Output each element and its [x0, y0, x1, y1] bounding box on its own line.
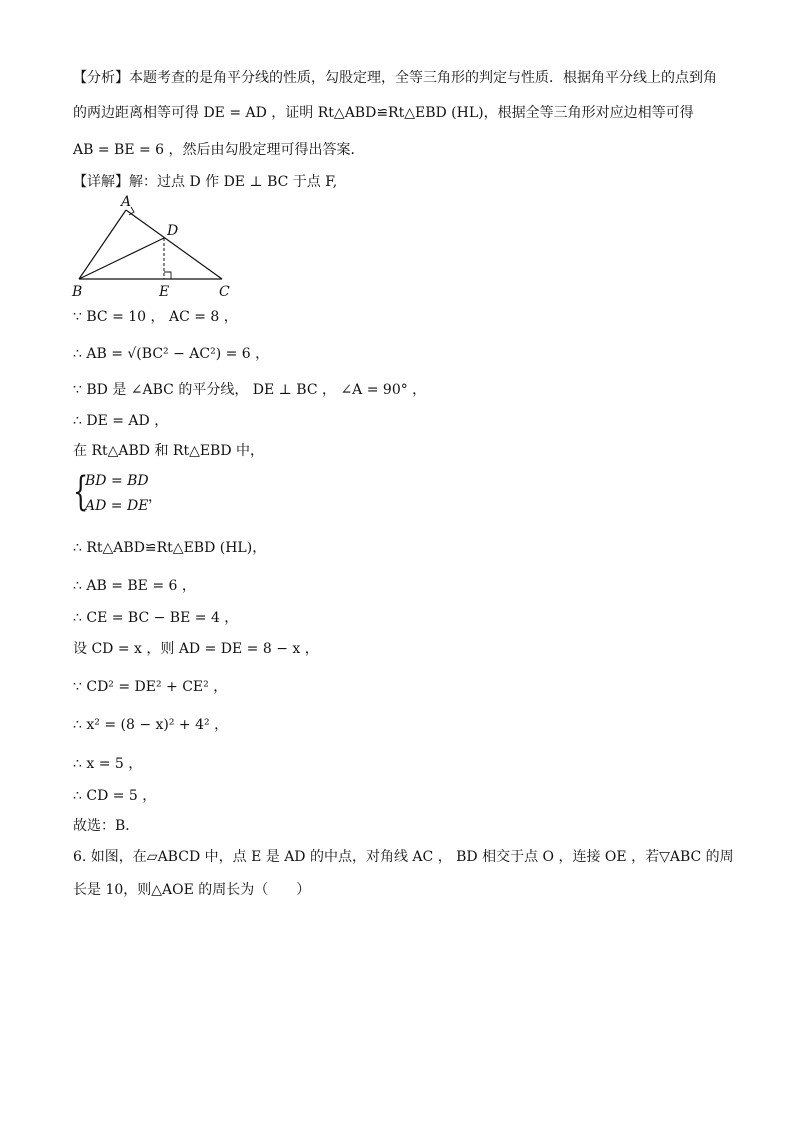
segment-ab: [79, 210, 126, 279]
step-9: 设 CD = x ，则 AD = DE = 8 − x ，: [73, 641, 319, 657]
step-4: ∴ DE = AD ，: [73, 413, 169, 429]
step-3: ∵ BD 是 ∠ABC 的平分线， DE ⊥ BC ， ∠A = 90° ，: [73, 382, 427, 398]
brace-symbol: {: [73, 469, 89, 515]
step-8: ∴ CE = BC − BE = 4 ，: [73, 610, 239, 626]
label-b: B: [72, 284, 83, 300]
right-angle-e: [164, 272, 171, 279]
triangle-figure: [70, 192, 240, 304]
step-1: ∵ BC = 10 ， AC = 8 ，: [73, 309, 238, 325]
analysis-line-3: AB = BE = 6 ，然后由勾股定理可得出答案．: [73, 142, 365, 158]
segment-ac: [126, 210, 222, 279]
step-12: ∴ x = 5 ，: [73, 756, 143, 772]
step-2: ∴ AB = √(BC² − AC²) = 6 ，: [73, 346, 270, 362]
step-7: ∴ AB = BE = 6 ，: [73, 578, 196, 594]
segment-bd: [79, 238, 164, 279]
analysis-line-1: 【分析】本题考查的是角平分线的性质，勾股定理，全等三角形的判定与性质．根据角平分线上的点到角: [73, 70, 717, 86]
question-6-line-2: 长是 10，则△AOE 的周长为（ ）: [73, 882, 311, 898]
condition-2: AD = DE: [85, 498, 149, 514]
analysis-line-2: 的两边距离相等可得 DE = AD ，证明 Rt△ABD≌Rt△EBD (HL)，根据全等三角形对应边相等可得: [73, 105, 694, 121]
step-6: ∴ Rt△ABD≌Rt△EBD (HL)，: [73, 540, 267, 556]
step-5: 在 Rt△ABD 和 Rt△EBD 中，: [73, 443, 265, 459]
step-14: 故选：B．: [73, 818, 140, 834]
label-a: A: [121, 194, 132, 210]
condition-comma: ，: [148, 489, 162, 505]
question-6-line-1: 6. 如图，在▱ABCD 中，点 E 是 AD 的中点，对角线 AC ， BD 相交于点 O ，连接 OE ，若▽ABC 的周: [73, 849, 734, 865]
condition-1: BD = BD: [85, 473, 149, 489]
triangle-diagram: [70, 192, 240, 304]
label-e: E: [159, 284, 170, 300]
step-13: ∴ CD = 5 ，: [73, 788, 157, 804]
detail-header: 【详解】解：过点 D 作 DE ⊥ BC 于点 F,: [73, 174, 338, 190]
step-11: ∴ x² = (8 − x)² + 4² ，: [73, 717, 229, 733]
label-d: D: [167, 223, 179, 239]
step-10: ∵ CD² = DE² + CE² ，: [73, 679, 228, 695]
label-c: C: [219, 284, 230, 300]
